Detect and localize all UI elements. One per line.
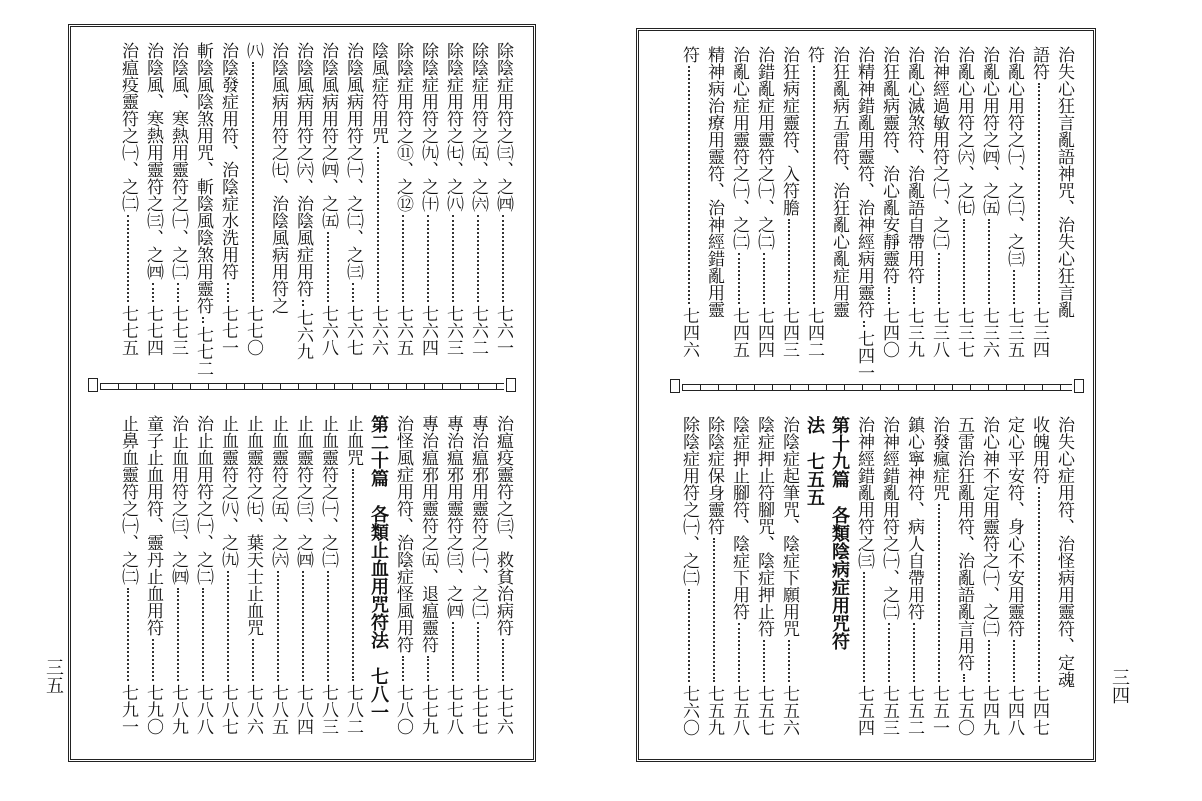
toc-entry-title: 治止血用符之㈠、之㈡ xyxy=(193,415,213,585)
toc-entry-title: 治神經錯亂用符之㈠、之㈡ xyxy=(879,416,899,620)
toc-entry xyxy=(929,46,949,358)
dot-leader xyxy=(127,588,129,681)
toc-entry-title: 收魄用符 xyxy=(1029,416,1049,484)
toc-entry xyxy=(854,416,874,736)
toc-entry-title: 治亂心用符之㈣、之㈤ xyxy=(979,46,999,216)
toc-entry xyxy=(1004,46,1024,358)
toc-page-number: 七六〇 xyxy=(679,685,699,736)
toc-page-number: 七五三 xyxy=(879,685,899,736)
dot-leader xyxy=(688,66,690,304)
toc-entry xyxy=(729,46,749,358)
toc-entry-title: 治失心症用符、治怪病用靈符、定魂 xyxy=(1054,416,1074,688)
toc-page-number: 七四三 xyxy=(779,307,799,358)
toc-entry xyxy=(243,42,263,356)
toc-entry xyxy=(318,415,338,735)
dot-leader xyxy=(352,469,354,681)
toc-entry xyxy=(143,415,163,735)
toc-page-number: 七四一 xyxy=(854,330,874,381)
dot-leader xyxy=(963,219,965,304)
chapter-heading xyxy=(804,416,824,736)
toc-page-number: 七五二 xyxy=(904,685,924,736)
toc-entry-title: 專治瘟邪用靈符之㈤、退瘟靈符 xyxy=(418,415,438,653)
toc-entry-title: 治陰發症用符、治陰症水洗用符 xyxy=(218,42,238,280)
toc-page-number: 七九〇 xyxy=(143,684,163,735)
toc-page-number: 七三九 xyxy=(904,307,924,358)
toc-page-number: 七八七 xyxy=(218,684,238,735)
toc-entry xyxy=(393,415,413,735)
dot-leader xyxy=(763,640,765,682)
dot-leader xyxy=(888,287,890,304)
toc-entry-title: 五雷治狂亂用符、治亂語亂言用符 xyxy=(954,416,974,671)
toc-entry-title: 止血靈符之㈢、之㈣ xyxy=(293,415,313,568)
toc-entry xyxy=(118,42,138,356)
toc-entry-title: 治心神不定用靈符之㈠、之㈡ xyxy=(979,416,999,637)
toc-page-number: 七四〇 xyxy=(879,307,899,358)
toc-entry xyxy=(293,415,313,735)
toc-entry xyxy=(779,416,799,736)
toc-page-number: 七三六 xyxy=(979,307,999,358)
toc-page-number: 七五八 xyxy=(729,685,749,736)
toc-page-number: 七七五 xyxy=(118,305,138,356)
toc-page-number: 七七一 xyxy=(218,305,238,356)
toc-page-number: 七七九 xyxy=(418,684,438,735)
dot-leader xyxy=(788,219,790,304)
toc-entry-title: 除陰症用符之⑪、之⑫ xyxy=(393,42,413,212)
dot-leader xyxy=(938,504,940,682)
toc-entry-title: 治亂心滅煞符、治亂語自帶用符 xyxy=(904,46,924,284)
toc-entry-title: 止血靈符之㈠、之㈡ xyxy=(318,415,338,568)
dot-leader xyxy=(1038,83,1040,304)
toc-entry xyxy=(1029,46,1049,358)
toc-entry-title: 童子止血用符、靈丹止血用符 xyxy=(143,415,163,636)
toc-page-number: 七五六 xyxy=(779,685,799,736)
chapter-heading xyxy=(829,416,849,736)
toc-entry-title: 治狂亂病靈符、治心亂安靜靈符 xyxy=(879,46,899,284)
toc-entry-title: 法 xyxy=(804,416,825,434)
toc-entry xyxy=(493,42,513,356)
toc-page-number: 七六八 xyxy=(318,305,338,356)
dot-leader xyxy=(688,589,690,682)
toc-entry xyxy=(118,415,138,735)
toc-entry xyxy=(1054,46,1074,358)
dot-leader xyxy=(352,283,354,302)
toc-entry xyxy=(1029,416,1049,736)
toc-page-number: 七六七 xyxy=(343,305,363,356)
toc-entry xyxy=(318,42,338,356)
right-page-number: 三四 xyxy=(1109,668,1130,704)
toc-page-number: 七七八 xyxy=(443,684,463,735)
right-page-upper-section xyxy=(664,46,1074,381)
toc-page-number: 七五七 xyxy=(754,685,774,736)
toc-entry xyxy=(293,42,313,360)
dot-leader xyxy=(127,215,129,302)
toc-entry-title: 除陰症用符之㈨、之㈩ xyxy=(418,42,438,212)
toc-page-number: 七八三 xyxy=(318,684,338,735)
toc-page-number: 七四五 xyxy=(729,307,749,358)
dot-leader xyxy=(227,283,229,302)
toc-entry xyxy=(704,46,724,358)
dot-leader xyxy=(913,287,915,304)
toc-entry-title: 治陰風病用符之㈠、之㈡、之㈢ xyxy=(343,42,363,280)
toc-entry-title: 第十九篇 各類陰病症用咒符 xyxy=(829,416,850,650)
toc-entry-title: 鎮心寧神符、病人自帶用符 xyxy=(904,416,924,620)
toc-entry xyxy=(168,415,188,735)
toc-entry-title: 治神經錯亂用符之㈢ xyxy=(854,416,874,569)
toc-page-number: 七七四 xyxy=(143,305,163,356)
toc-entry xyxy=(243,415,263,735)
toc-page-number: 七四六 xyxy=(679,307,699,358)
dot-leader xyxy=(477,215,479,302)
toc-page-number: 七四七 xyxy=(1029,685,1049,736)
toc-page-number: 七五四 xyxy=(854,685,874,736)
toc-entry xyxy=(168,42,188,356)
toc-entry-title: 除陰症用符之㈦、之㈧ xyxy=(443,42,463,212)
toc-entry xyxy=(779,46,799,358)
toc-entry-title: 治精神錯亂用靈符、治神經病用靈符 xyxy=(854,46,874,318)
dot-leader xyxy=(863,572,865,682)
toc-page-number: 七八四 xyxy=(293,684,313,735)
toc-entry-title: 治陰症起筆咒、陰症下願用咒 xyxy=(779,416,799,637)
toc-entry xyxy=(879,46,899,358)
toc-page-number: 七八〇 xyxy=(393,684,413,735)
toc-entry-title: 治瘟疫靈符之㈠、之㈡ xyxy=(118,42,138,212)
toc-entry xyxy=(729,416,749,736)
toc-entry xyxy=(268,415,288,735)
toc-page-number: 七三四 xyxy=(1029,307,1049,358)
toc-entry-title: 符 xyxy=(679,46,699,63)
toc-page-number: 七八九 xyxy=(168,684,188,735)
left-page-lower-section xyxy=(95,415,513,735)
toc-entry xyxy=(393,42,413,356)
dot-leader xyxy=(252,62,254,302)
toc-entry xyxy=(218,42,238,356)
dot-leader xyxy=(738,623,740,682)
toc-entry-title: 治亂心用符之㈥、之㈦ xyxy=(954,46,974,216)
dot-leader xyxy=(377,147,379,302)
toc-entry xyxy=(954,46,974,358)
toc-entry-title: 治神經過敏用符之㈠、之㈡ xyxy=(929,46,949,250)
toc-entry-title: 精神病治療用靈符、治神經錯亂用靈 xyxy=(704,46,724,318)
dot-leader xyxy=(813,66,815,304)
left-page-number: 三五 xyxy=(43,658,64,694)
toc-page-number: 七四四 xyxy=(754,307,774,358)
toc-page-number: 七八八 xyxy=(193,684,213,735)
toc-entry xyxy=(704,416,724,736)
dot-leader xyxy=(763,253,765,304)
dot-leader xyxy=(502,639,504,681)
toc-page-number: 七八五 xyxy=(268,684,288,735)
left-page-divider xyxy=(100,383,504,390)
toc-entry xyxy=(954,416,974,736)
toc-page-number: 七四九 xyxy=(979,685,999,736)
toc-entry-title: 治亂心用符之㈠、之㈡、之㈢ xyxy=(1004,46,1024,267)
toc-entry-title: 符 xyxy=(804,46,824,63)
toc-page-number: 七六二 xyxy=(468,305,488,356)
dot-leader xyxy=(427,215,429,302)
toc-entry xyxy=(268,42,288,356)
toc-entry-title: 語符 xyxy=(1029,46,1049,80)
toc-entry-title: 治錯亂症用靈符之㈠、之㈡ xyxy=(754,46,774,250)
toc-entry-title: 陰症押止符腳咒、陰症押止符 xyxy=(754,416,774,637)
toc-entry-title: 治發瘋症咒 xyxy=(929,416,949,501)
toc-page-number: 七七三 xyxy=(168,305,188,356)
toc-entry-title: 治瘟疫靈符之㈢、救貧治病符 xyxy=(493,415,513,636)
toc-page-number: 七四八 xyxy=(1004,685,1024,736)
toc-entry xyxy=(418,42,438,356)
toc-page-number: 七五〇 xyxy=(954,685,974,736)
dot-leader xyxy=(1013,640,1015,682)
toc-entry xyxy=(804,46,824,358)
toc-entry xyxy=(679,46,699,358)
toc-entry xyxy=(679,416,699,736)
dot-leader xyxy=(1013,270,1015,304)
toc-page-number: 七五一 xyxy=(929,685,949,736)
toc-entry xyxy=(218,415,238,735)
toc-page-number: 七三七 xyxy=(954,307,974,358)
toc-page-number: 七八六 xyxy=(243,684,263,735)
dot-leader xyxy=(227,571,229,681)
toc-entry xyxy=(343,42,363,356)
toc-entry-title: 治陰風病用符之㈥、治陰風症用符 xyxy=(293,42,313,297)
dot-leader xyxy=(452,215,454,302)
toc-entry xyxy=(418,415,438,735)
dot-leader xyxy=(452,622,454,681)
toc-entry-title: 斬陰風陰煞用咒、斬陰風陰煞用靈符 xyxy=(193,42,213,314)
toc-entry-title: 止血靈符之㈧、之㈨ xyxy=(218,415,238,568)
toc-entry xyxy=(1004,416,1024,736)
toc-page-number: 七三五 xyxy=(1004,307,1024,358)
toc-entry-title: 除陰症用符之㈠、之㈡ xyxy=(679,416,699,586)
toc-page-number: 七六一 xyxy=(493,305,513,356)
toc-page-number: 七五五 xyxy=(804,452,825,506)
toc-entry-title: ㈧ xyxy=(243,42,263,59)
toc-entry-title: 治止血用符之㈢、之㈣ xyxy=(168,415,188,585)
toc-page-number: 七三八 xyxy=(929,307,949,358)
dot-leader xyxy=(202,588,204,681)
toc-entry xyxy=(143,42,163,356)
right-page-divider xyxy=(682,384,1072,391)
dot-leader xyxy=(177,283,179,302)
toc-entry xyxy=(1054,416,1074,736)
toc-entry xyxy=(493,415,513,735)
toc-entry-title: 治陰風、寒熱用靈符之㈢、之㈣ xyxy=(143,42,163,280)
right-page-lower-section xyxy=(664,416,1074,736)
toc-entry xyxy=(904,46,924,358)
dot-leader xyxy=(152,639,154,681)
toc-page-number: 七七〇 xyxy=(243,305,263,356)
dot-leader xyxy=(402,215,404,302)
dot-leader xyxy=(938,253,940,304)
toc-entry xyxy=(754,416,774,736)
toc-entry-title: 止鼻血靈符之㈠、之㈡ xyxy=(118,415,138,585)
dot-leader xyxy=(963,674,965,682)
dot-leader xyxy=(788,640,790,682)
dot-leader xyxy=(1038,487,1040,682)
toc-page-number: 七七七 xyxy=(468,684,488,735)
toc-entry-title: 治狂病症靈符、入符膽 xyxy=(779,46,799,216)
toc-entry-title: 除陰症用符之㈢、之㈣ xyxy=(493,42,513,212)
toc-entry xyxy=(468,42,488,356)
dot-leader xyxy=(327,571,329,681)
dot-leader xyxy=(863,321,865,327)
dot-leader xyxy=(327,232,329,302)
toc-entry xyxy=(979,46,999,358)
toc-page-number: 七六九 xyxy=(293,309,313,360)
dot-leader xyxy=(302,300,304,306)
left-page-upper-section xyxy=(95,42,513,377)
dot-leader xyxy=(177,588,179,681)
toc-entry-title: 治陰風病用符之㈦、治陰風病用符之 xyxy=(268,42,288,314)
dot-leader xyxy=(913,623,915,682)
toc-entry-title: 治怪風症用符、治陰症怪風用符 xyxy=(393,415,413,653)
toc-entry xyxy=(829,46,849,358)
toc-page-number: 七九一 xyxy=(118,684,138,735)
toc-entry xyxy=(468,415,488,735)
toc-page-number: 七六六 xyxy=(368,305,388,356)
toc-page-number: 七八一 xyxy=(368,667,389,721)
dot-leader xyxy=(988,219,990,304)
dot-leader xyxy=(427,656,429,681)
toc-page-number: 七五九 xyxy=(704,685,724,736)
dot-leader xyxy=(152,283,154,302)
dot-leader xyxy=(477,622,479,681)
chapter-heading xyxy=(368,415,388,735)
dot-leader xyxy=(202,317,204,323)
toc-entry xyxy=(754,46,774,358)
toc-page-number: 七四二 xyxy=(804,307,824,358)
toc-entry xyxy=(368,42,388,356)
toc-entry-title: 治狂亂病五雷符、治狂亂心亂症用靈 xyxy=(829,46,849,318)
toc-page-number: 七六五 xyxy=(393,305,413,356)
toc-entry-title: 除陰症用符之㈤、之㈥ xyxy=(468,42,488,212)
dot-leader xyxy=(988,640,990,682)
toc-page-number: 七八二 xyxy=(343,684,363,735)
toc-entry-title: 除陰症保身靈符 xyxy=(704,416,724,535)
toc-entry-title: 陰風症符用咒 xyxy=(368,42,388,144)
toc-entry-title: 陰症押止腳符、陰症下用符 xyxy=(729,416,749,620)
toc-entry xyxy=(443,42,463,356)
toc-entry xyxy=(904,416,924,736)
dot-leader xyxy=(252,639,254,681)
toc-entry-title: 止血靈符之㈤、之㈥ xyxy=(268,415,288,568)
dot-leader xyxy=(402,656,404,681)
toc-entry xyxy=(979,416,999,736)
toc-entry-title: 專治瘟邪用靈符之㈢、之㈣ xyxy=(443,415,463,619)
toc-entry xyxy=(854,46,874,381)
dot-leader xyxy=(713,538,715,682)
toc-page-number: 七六三 xyxy=(443,305,463,356)
toc-entry xyxy=(193,415,213,735)
toc-entry-title: 治亂心症用靈符之㈠、之㈡ xyxy=(729,46,749,250)
toc-entry-title: 專治瘟邪用靈符之㈠、之㈡ xyxy=(468,415,488,619)
toc-entry-title: 第二十篇 各類止血用咒符法 xyxy=(368,415,389,649)
dot-leader xyxy=(738,253,740,304)
toc-entry xyxy=(193,42,213,377)
dot-leader xyxy=(302,571,304,681)
toc-page-number: 七六四 xyxy=(418,305,438,356)
toc-entry-title: 止血咒 xyxy=(343,415,363,466)
dot-leader xyxy=(277,571,279,681)
toc-entry-title: 治失心狂言亂語神咒、治失心狂言亂 xyxy=(1054,46,1074,318)
toc-page-number: 七七六 xyxy=(493,684,513,735)
toc-entry-title: 治陰風、寒熱用靈符之㈠、之㈡ xyxy=(168,42,188,280)
toc-entry xyxy=(443,415,463,735)
dot-leader xyxy=(502,215,504,302)
toc-entry xyxy=(879,416,899,736)
toc-entry xyxy=(929,416,949,736)
toc-entry xyxy=(343,415,363,735)
toc-entry-title: 定心平安符、身心不安用靈符 xyxy=(1004,416,1024,637)
toc-page-number: 七七二 xyxy=(193,326,213,377)
toc-entry-title: 止血靈符之㈦、葉天士止血咒 xyxy=(243,415,263,636)
toc-entry-title: 治陰風病用符之㈣、之㈤ xyxy=(318,42,338,229)
dot-leader xyxy=(888,623,890,682)
